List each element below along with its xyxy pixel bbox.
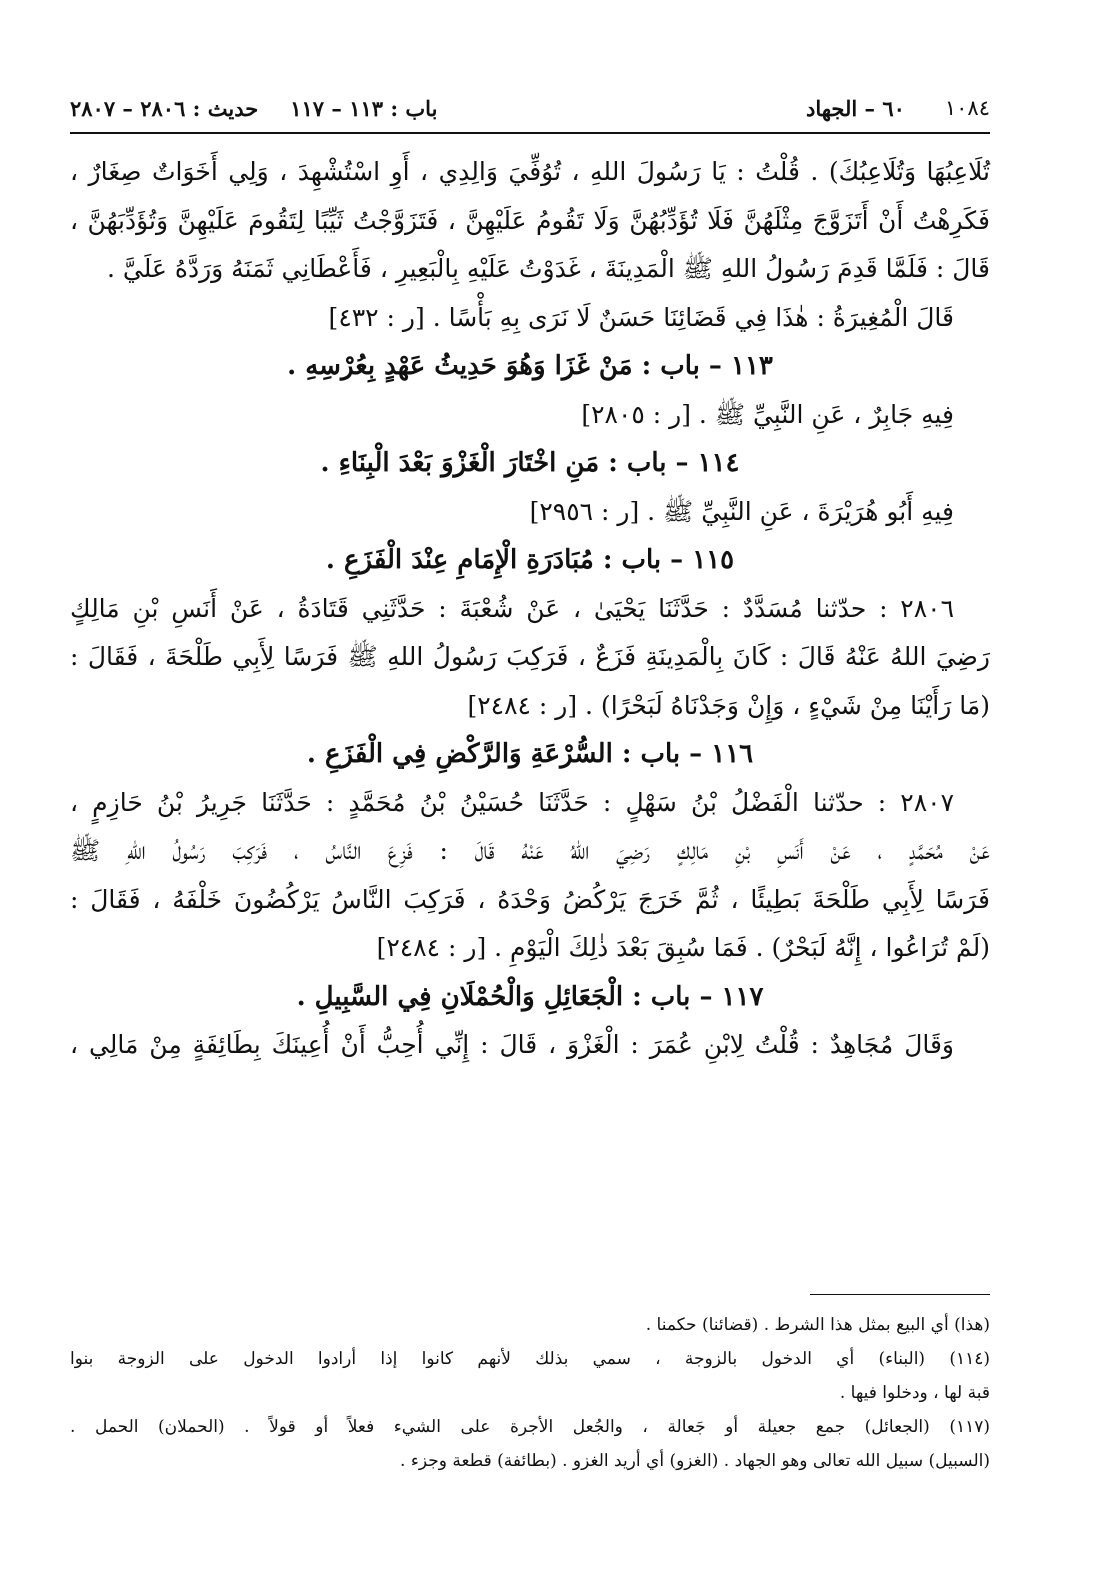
running-header (70, 88, 990, 128)
text-line: قَالَ : فَلَمَّا قَدِمَ رَسُولُ اللهِ ﷺ الْمَدِينَةَ ، غَدَوْتُ عَلَيْهِ بِالْبَعِيرِ ، فَأَعْطَانِي ثَمَنَهُ وَرَدَّهُ عَلَيَّ . (106, 254, 990, 283)
footnotes (70, 1308, 990, 1478)
bab-heading-117: ١١٧ – باب : الْجَعَائِلِ وَالْحُمْلَانِ فِي السَّبِيلِ . (296, 981, 764, 1012)
hadith-2807-line: فَرَسًا لِأَبِي طَلْحَةَ بَطِيئًا ، ثُمَّ خَرَجَ يَرْكُضُ وَحْدَهُ ، فَرَكِبَ النَّاسُ يَرْكُضُونَ خَلْفَهُ ، فَقَالَ : (70, 884, 990, 914)
text-line: تُلَاعِبُهَا وَتُلَاعِبُكَ) . قُلْتُ : يَا رَسُولَ اللهِ ، تُوُفِّيَ وَالِدِي ، أَوِ اسْتُشْهِدَ ، وَلِي أَخَوَاتٌ صِغَارٌ ، (70, 157, 990, 186)
bab-note-114: فِيهِ أَبُو هُرَيْرَةَ ، عَنِ النَّبِيِّ ﷺ . [ر : ٢٩٥٦] (529, 496, 954, 526)
hadith-2807-line: (لَمْ تُرَاعُوا ، إِنَّهُ لَبَحْرٌ) . فَمَا سُبِقَ بَعْدَ ذٰلِكَ الْيَوْمِ . [ر : ٢٤٨٤] (376, 933, 990, 962)
hadith-2806-line: ٢٨٠٦ : حدّثنا مُسَدَّدٌ : حَدَّثَنَا يَحْيَىٰ ، عَنْ شُعْبَةَ : حَدَّثَنِي قَتَادَةُ ، عَنْ أَنَسِ بْنِ مَالِكٍ (70, 593, 954, 623)
bab-range: باب : ١١٣ – ١١٧ (290, 95, 438, 121)
chapter-title: ٦٠ – الجهاد (805, 95, 905, 121)
footnote: (١١٤) (البناء) أي الدخول بالزوجة ، سمي بذلك لأنهم كانوا إذا أرادوا الدخول على الزوجة بنوا (70, 1349, 990, 1369)
bab-heading-113: ١١٣ – باب : مَنْ غَزَا وَهُوَ حَدِيثُ عَهْدٍ بِعُرْسِهِ . (287, 351, 773, 381)
bab-heading-115: ١١٥ – باب : مُبَادَرَةِ الْإِمَامِ عِنْدَ الْفَزَعِ . (325, 545, 735, 575)
text-line: قَالَ الْمُغِيرَةُ : هٰذَا فِي قَضَائِنَا حَسَنٌ لَا نَرَى بِهِ بَأْسًا . [ر : ٤٣٢] (328, 302, 954, 332)
page-number: ١٠٨٤ (944, 96, 990, 120)
text-line: فَكَرِهْتُ أَنْ أَتَزَوَّجَ مِثْلَهُنَّ فَلَا تُؤَدِّبُهُنَّ وَلَا تَقُومُ عَلَيْهِنَّ ، فَتَزَوَّجْتُ ثَيِّبًا لِتَقُومَ عَلَيْهِنَّ وَتُؤَدِّبَهُنَّ ، (70, 205, 990, 235)
hadith-2807-line: عَنْ مُحَمَّدٍ ، عَنْ أَنَسِ بْنِ مَالِكٍ رَضِيَ اللهُ عَنْهُ قَالَ : فَزِعَ النَّاسُ ، فَرَكِبَ رَسُولُ اللهِ ﷺ (70, 836, 990, 865)
bab-heading-116: ١١٦ – باب : السُّرْعَةِ وَالرَّكْضِ فِي الْفَزَعِ . (306, 739, 754, 769)
text-line: وَقَالَ مُجَاهِدٌ : قُلْتُ لِابْنِ عُمَرَ : الْغَزْوَ ، قَالَ : إِنِّي أُحِبُّ أَنْ أُعِينَكَ بِطَائِفَةٍ مِنْ مَالِي ، (70, 1030, 954, 1059)
footnote: (السبيل) سبيل الله تعالى وهو الجهاد . (الغزو) أي أريد الغزو . (بطائفة) قطعة وجزء . (400, 1451, 990, 1471)
header-rule (70, 132, 990, 134)
footnote-rule (810, 1294, 990, 1295)
footnote: (١١٧) (الجعائل) جمع جعيلة أو جَعالة ، والجُعل الأجرة على الشيء فعلاً أو قولاً . (الحملان) الحمل . (70, 1417, 990, 1437)
book-page (70, 70, 990, 1544)
footnote: قبة لها ، ودخلوا فيها . (839, 1383, 990, 1403)
hadith-2806-line: رَضِيَ اللهُ عَنْهُ قَالَ : كَانَ بِالْمَدِينَةِ فَزَعٌ ، فَرَكِبَ رَسُولُ اللهِ ﷺ فَرَسًا لِأَبِي طَلْحَةَ ، فَقَالَ : (70, 642, 990, 671)
bab-note-113: فِيهِ جَابِرٌ ، عَنِ النَّبِيِّ ﷺ . [ر : ٢٨٠٥] (581, 399, 954, 429)
hadith-2806-line: (مَا رَأَيْنَا مِنْ شَيْءٍ ، وَإِنْ وَجَدْنَاهُ لَبَحْرًا) . [ر : ٢٤٨٤] (467, 690, 990, 720)
hadith-2807-line: ٢٨٠٧ : حدّثنا الْفَضْلُ بْنُ سَهْلٍ : حَدَّثَنَا حُسَيْنُ بْنُ مُحَمَّدٍ : حَدَّثَنَا جَرِيرُ بْنُ حَازِمٍ ، (70, 787, 954, 817)
bab-heading-114: ١١٤ – باب : مَنِ اخْتَارَ الْغَزْوَ بَعْدَ الْبِنَاءِ . (320, 448, 740, 478)
footnote: (هذا) أي البيع بمثل هذا الشرط . (قضائنا) حكمنا . (645, 1315, 990, 1335)
header-references (70, 96, 437, 121)
main-text (70, 148, 990, 1070)
hadith-range: حديث : ٢٨٠٦ – ٢٨٠٧ (70, 95, 259, 121)
